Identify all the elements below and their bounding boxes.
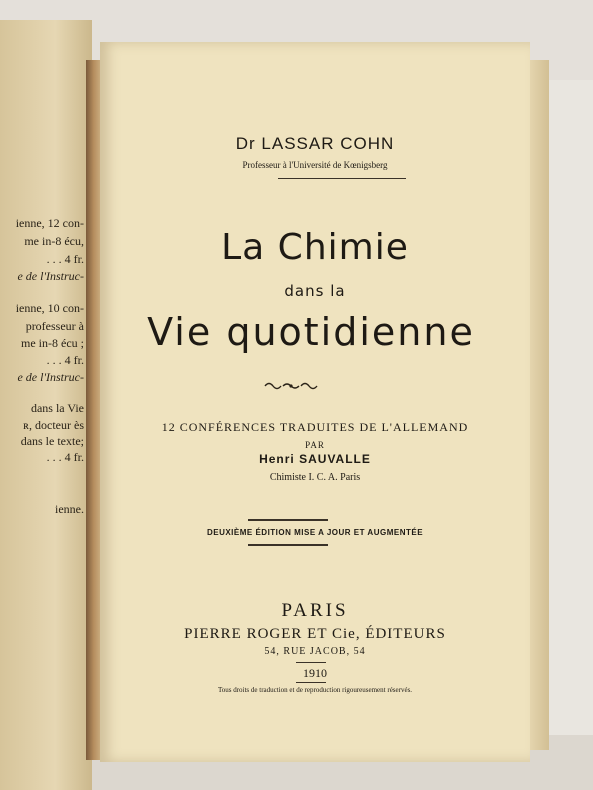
publisher: PIERRE ROGER ET Cie, ÉDITEURS [184, 626, 446, 642]
author-affiliation: Professeur à l'Université de Kœnigsberg [242, 160, 388, 170]
divider [296, 682, 326, 683]
left-page-line: e de l'Instruc- [17, 370, 84, 384]
left-page-line: me in-8 écu, [24, 234, 84, 248]
left-page-line: me in-8 écu ; [21, 336, 84, 350]
left-page-line: dans la Vie [30, 401, 84, 415]
translator-role: Chimiste I. C. A. Paris [269, 472, 361, 483]
author: Dr LASSAR COHN [235, 134, 395, 153]
previous-page [0, 20, 92, 790]
left-page-line: . . . 4 fr. [46, 353, 84, 367]
book-title-line1: La Chimie [221, 227, 409, 268]
publisher-address: 54, RUE JACOB, 54 [264, 646, 366, 657]
left-page-line: ienne. [55, 502, 84, 516]
left-page-line: ienne, 10 con- [15, 301, 84, 315]
title-page [100, 42, 530, 762]
divider [278, 178, 406, 179]
edition-note: DEUXIÈME ÉDITION MISE A JOUR ET AUGMENTÉE [206, 528, 424, 537]
subtitle: 12 CONFÉRENCES TRADUITES DE L'ALLEMAND [161, 420, 469, 434]
book-title-line3: Vie quotidienne [147, 310, 475, 354]
translator-name: Henri SAUVALLE [259, 452, 371, 466]
divider [248, 544, 328, 546]
left-page-line: ʀ, docteur ès [23, 418, 84, 432]
book-title-line2: dans la [284, 282, 346, 300]
left-page-line: ienne, 12 con- [15, 216, 84, 230]
rights-notice: Tous droits de traduction et de reproduction rigoureusement réservés. [217, 686, 413, 694]
left-page-line: . . . 4 fr. [46, 450, 84, 464]
left-page-line: professeur à [25, 319, 84, 333]
divider [296, 662, 326, 663]
left-page-line: e de l'Instruc- [17, 269, 84, 283]
page-edge [527, 60, 549, 750]
publication-year: 1910 [303, 666, 327, 680]
left-page-line: . . . 4 fr. [46, 252, 84, 266]
publication-city: PARIS [281, 600, 349, 621]
par-label: PAR [305, 440, 325, 450]
left-page-line: dans le texte; [20, 434, 84, 448]
ornament-icon [263, 380, 319, 392]
divider [248, 519, 328, 521]
